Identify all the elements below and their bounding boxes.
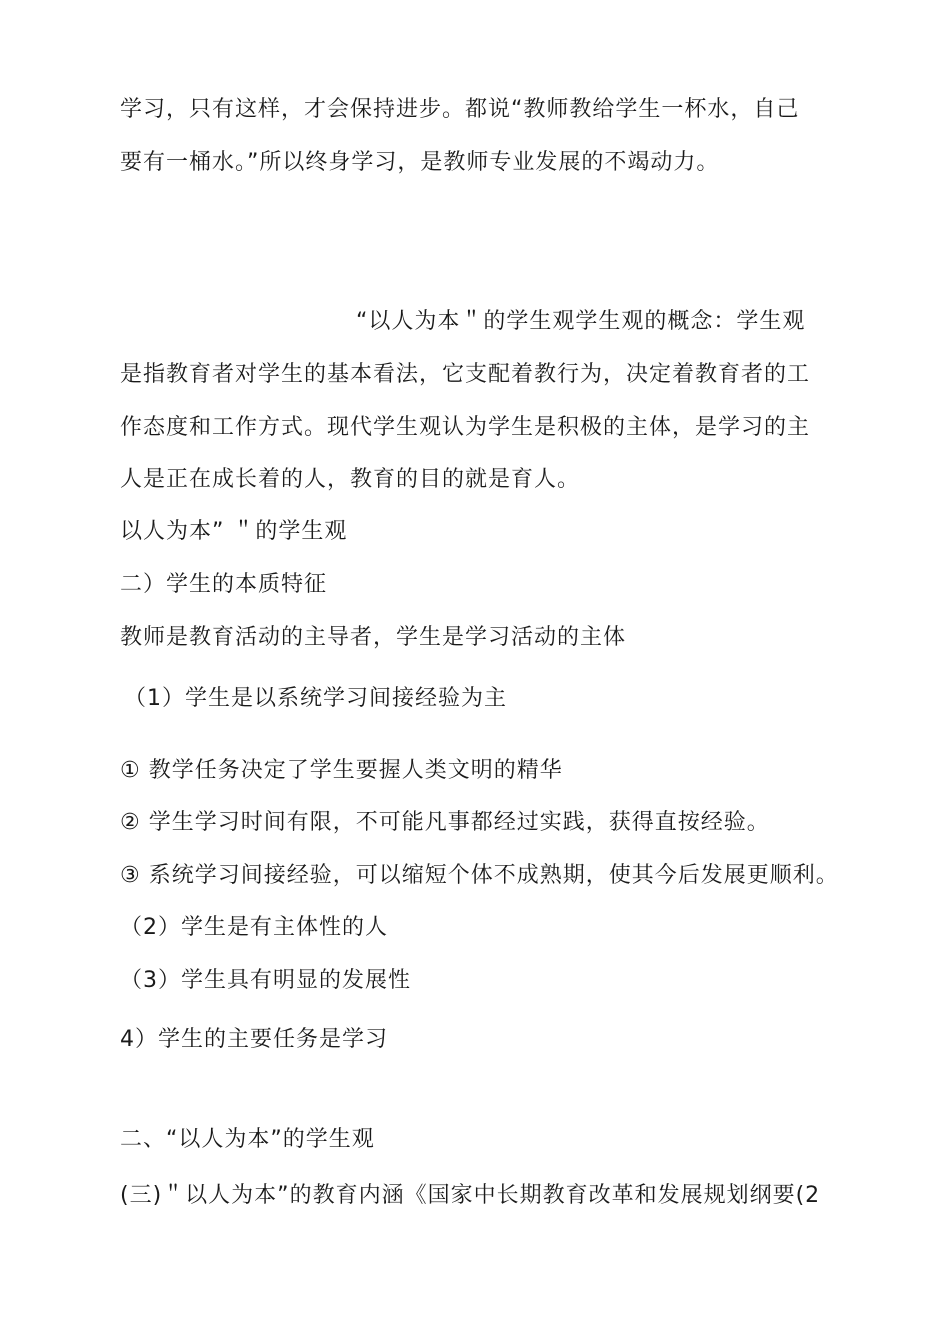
paragraph-line: 人是正在成长着的人，教育的目的就是育人。	[120, 467, 581, 492]
list-item: ③ 系统学习间接经验，可以缩短个体不成熟期，使其今后发展更顺利。	[120, 863, 839, 888]
paragraph-line: 教师是教育活动的主导者，学生是学习活动的主体	[120, 625, 627, 650]
paragraph-line: 是指教育者对学生的基本看法，它支配着教行为，决定着教育者的工	[120, 362, 811, 387]
list-item: （3）学生具有明显的发展性	[120, 968, 411, 993]
list-item: （1）学生是以系统学习间接经验为主	[124, 686, 507, 711]
list-item: ② 学生学习时间有限，不可能凡事都经过实践，获得直按经验。	[120, 810, 770, 835]
list-item: ① 教学任务决定了学生要握人类文明的精华	[120, 758, 563, 783]
section-heading: (三)＂以人为本”的教育内涵《国家中长期教育改革和发展规划纲要(2	[120, 1183, 821, 1208]
list-item: 4）学生的主要任务是学习	[120, 1027, 388, 1052]
paragraph-line: 学习，只有这样，才会保持进步。都说“教师教给学生一杯水，自己	[120, 97, 800, 122]
section-heading: 以人为本” ＂的学生观	[120, 519, 348, 544]
section-heading: 二）学生的本质特征	[120, 572, 328, 597]
paragraph-line: 作态度和工作方式。现代学生观认为学生是积极的主体，是学习的主	[120, 415, 811, 440]
list-item: （2）学生是有主体性的人	[120, 915, 388, 940]
section-heading: 二、“以人为本”的学生观	[120, 1127, 375, 1152]
paragraph-line: 要有一桶水。”所以终身学习，是教师专业发展的不竭动力。	[120, 150, 720, 175]
paragraph-line: “以人为本＂的学生观学生观的概念：学生观	[356, 309, 806, 334]
